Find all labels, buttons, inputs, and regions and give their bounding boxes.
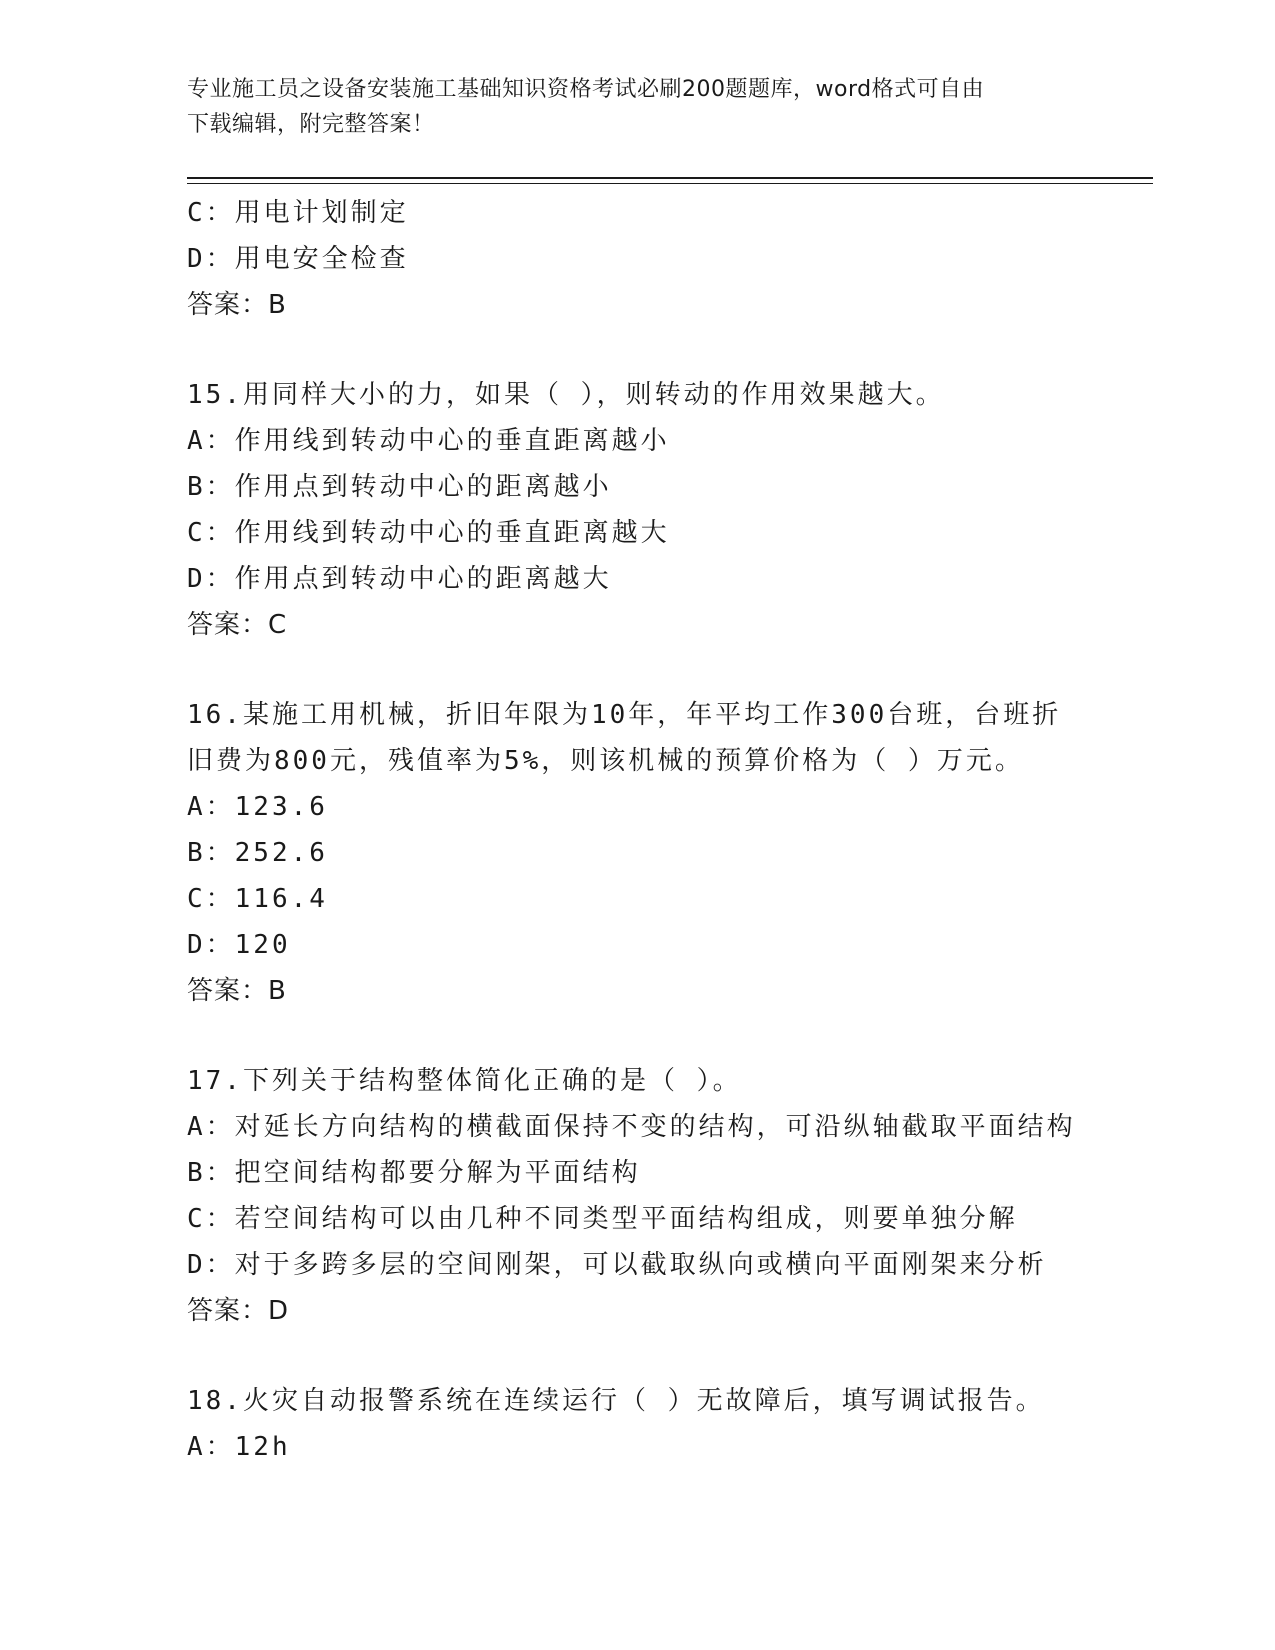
option-d: D：作用点到转动中心的距离越大 <box>187 564 612 594</box>
option-c: C：用电计划制定 <box>187 198 409 228</box>
option-b: B：作用点到转动中心的距离越小 <box>187 472 612 502</box>
option-c: C：116.4 <box>187 884 328 914</box>
question-16 <box>187 692 1147 1014</box>
header-title-line-1: 专业施工员之设备安装施工基础知识资格考试必刷200题题库，word格式可自由 <box>187 77 985 102</box>
answer-line: 答案：C <box>187 610 288 640</box>
answer-line: 答案：B <box>187 290 287 320</box>
option-d: D：对于多跨多层的空间刚架，可以截取纵向或横向平面刚架来分析 <box>187 1250 1047 1280</box>
question-stem-line-1: 16.某施工用机械，折旧年限为10年，年平均工作300台班，台班折 <box>187 700 1062 730</box>
option-b: B：252.6 <box>187 838 328 868</box>
question-list <box>187 190 1147 1470</box>
option-a: A：作用线到转动中心的垂直距离越小 <box>187 426 670 456</box>
question-15 <box>187 372 1147 648</box>
question-stem: 17.下列关于结构整体简化正确的是（ ）。 <box>187 1066 742 1096</box>
question-stem: 18.火灾自动报警系统在连续运行（ ）无故障后，填写调试报告。 <box>187 1386 1045 1416</box>
question-18 <box>187 1378 1147 1470</box>
question-continued <box>187 190 1147 328</box>
question-stem: 15.用同样大小的力，如果（ ），则转动的作用效果越大。 <box>187 380 945 410</box>
header-divider-thin <box>187 183 1153 184</box>
header-divider-thick <box>187 177 1153 179</box>
option-a: A：123.6 <box>187 792 328 822</box>
option-b: B：把空间结构都要分解为平面结构 <box>187 1158 641 1188</box>
option-d: D：120 <box>187 930 291 960</box>
option-c: C：作用线到转动中心的垂直距离越大 <box>187 518 670 548</box>
option-a: A：12h <box>187 1432 291 1462</box>
header-title-line-2: 下载编辑，附完整答案！ <box>187 112 435 137</box>
question-17 <box>187 1058 1147 1334</box>
answer-line: 答案：B <box>187 976 287 1006</box>
option-d: D：用电安全检查 <box>187 244 409 274</box>
option-c: C：若空间结构可以由几种不同类型平面结构组成，则要单独分解 <box>187 1204 1018 1234</box>
document-header <box>187 72 1077 142</box>
option-a: A：对延长方向结构的横截面保持不变的结构，可沿纵轴截取平面结构 <box>187 1112 1076 1142</box>
answer-line: 答案：D <box>187 1296 290 1326</box>
question-stem-line-2: 旧费为800元，残值率为5%，则该机械的预算价格为（ ）万元。 <box>187 746 1024 776</box>
